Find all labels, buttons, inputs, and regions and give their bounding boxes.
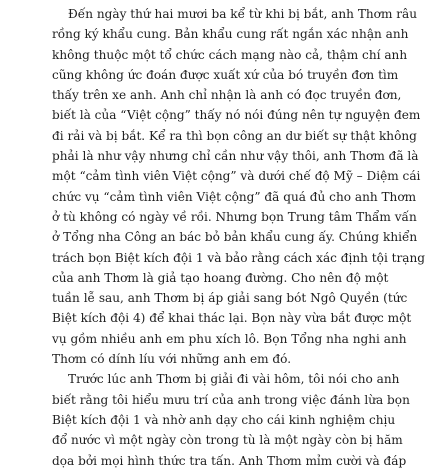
paragraph-line: Đến ngày thứ hai mươi ba kể từ khi bị bắt, anh Thơm râu — [68, 7, 418, 21]
paragraph-line: Biệt kích đội 4) để khai thác lại. Bọn này vừa bắt được một — [52, 311, 412, 326]
paragraph-line: đi rải và bị bắt. Kể ra thì bọn công an dư biết sự thật không — [52, 128, 417, 143]
paragraph-line: ở Tổng nha Công an bác bỏ bản khẩu cung ấy. Chúng khiển — [52, 230, 418, 245]
paragraph-line: không thuộc một tổ chức cách mạng nào cả, thậm chí anh — [52, 47, 408, 62]
paragraph-line: đổ nước vì một ngày còn trong tù là một ngày còn bị hăm — [52, 433, 403, 448]
paragraph-line: vụ gồm nhiều anh em phu xích lô. Bọn Tổng nha nghi anh — [52, 331, 407, 346]
paragraph-line: tuần lễ sau, anh Thơm bị áp giải sang bót Ngô Quyền (tức — [52, 291, 408, 306]
paragraph-line: một “cảm tình viên Việt cộng” và dưới chế độ Mỹ – Diệm cái — [52, 169, 421, 184]
paragraph-line: thấy trên xe anh. Anh chỉ nhận là anh có đọc truyền đơn, — [52, 88, 402, 103]
paragraph-line: cũng không ức đoán được xuất xứ của bó truyền đơn tìm — [52, 67, 399, 82]
paragraph-line: trách bọn Biệt kích đội 1 và bảo rằng cách xác định tội trạng — [52, 250, 425, 265]
paragraph-line: dọa bởi mọi hình thức tra tấn. Anh Thơm mỉm cười và đáp — [52, 453, 407, 468]
paragraph-line: Biệt kích đội 1 và nhờ anh dạy cho cái kinh nghiệm chịu — [52, 412, 396, 427]
paragraph-line: biết là của “Việt cộng” thấy nó nói đúng nên tự nguyện đem — [52, 108, 421, 123]
paragraph-line: biết rằng tôi hiểu mưu trí của anh trong việc đánh lừa bọn — [52, 392, 410, 407]
paragraph-line: phải là như vậy nhưng chỉ cần như vậy thôi, anh Thơm đã là — [52, 149, 419, 164]
paragraph-line: Trước lúc anh Thơm bị giải đi vài hôm, tôi nói cho anh — [68, 372, 400, 387]
paragraph-line: Thơm có dính líu với những anh em đó. — [52, 352, 292, 367]
paragraph-line: ở tù không có ngày về rồi. Nhưng bọn Trung tâm Thẩm vấn — [52, 209, 417, 224]
paragraph-line: của anh Thơm là giả tạo hoang đường. Cho nên độ một — [52, 270, 389, 285]
paragraph-line: chức vụ “cảm tình viên Việt cộng” đã quá đủ cho anh Thơm — [52, 189, 417, 204]
body-text — [52, 4, 425, 471]
paragraph-line: rồng ký khẩu cung. Bản khẩu cung rất ngắn xác nhận anh — [52, 27, 409, 42]
